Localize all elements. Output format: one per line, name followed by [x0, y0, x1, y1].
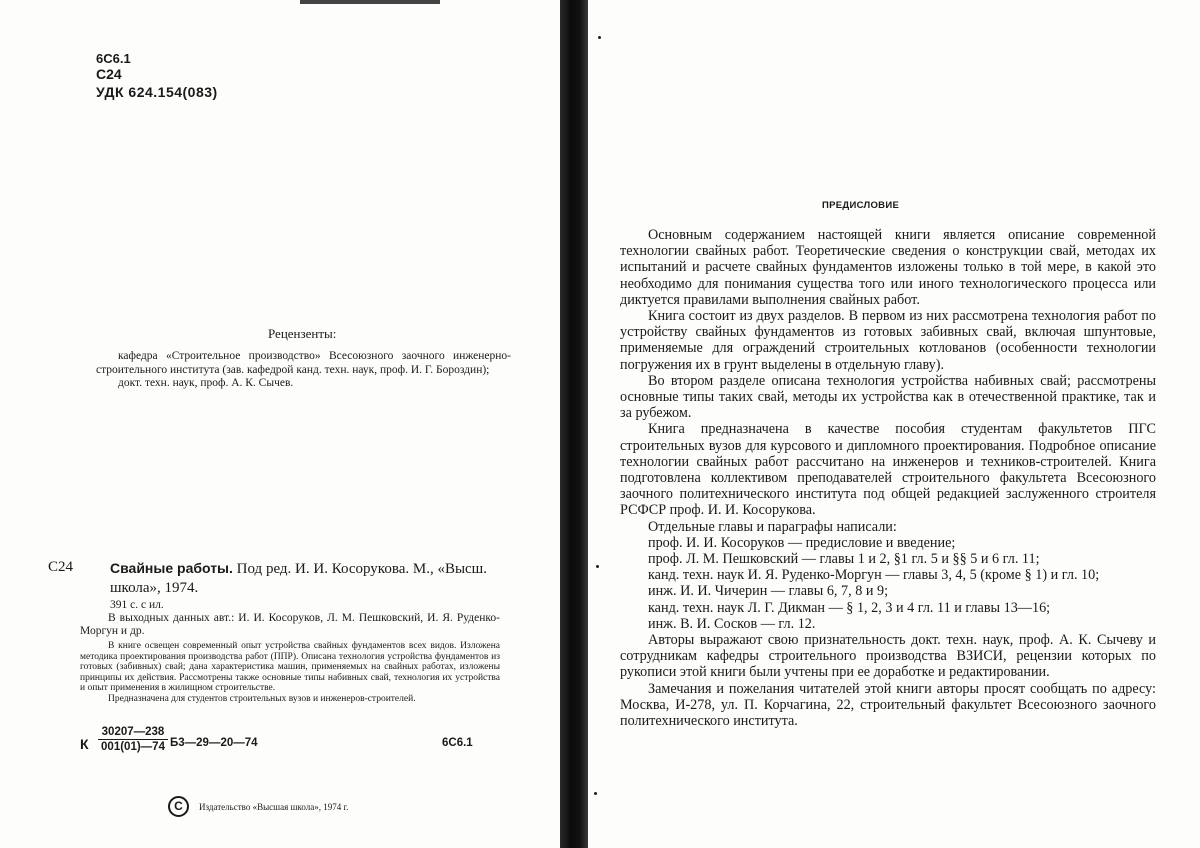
copyright-text: Издательство «Высшая школа», 1974 г.: [199, 801, 349, 812]
preface-paragraph: Во втором разделе описана технология устройства набивных свай; рассмотрены основные типы таких свай, методы их устройства как в отечественной практике, так и за рубежом.: [620, 372, 1156, 422]
bbk-code: 6С6.1: [442, 737, 473, 749]
reviewers-list: [96, 350, 511, 391]
catalog-card-index: С24: [48, 559, 74, 575]
scan-speck: [596, 565, 599, 568]
catalog-card-pages: 391 с. с ил.: [110, 599, 164, 611]
scan-artifact: [300, 0, 440, 4]
book-spine-shadow: [560, 0, 588, 848]
reviewer-entry: докт. техн. наук, проф. А. К. Сычев.: [118, 377, 294, 389]
description-paragraph: В книге освещен современный опыт устройства свайных фундаментов всех видов. Изложена методика проектирования производства работ (ППР). Описана технология устройства фундаментов из готовых (забивных) свай; дана характеристика машин, применяемых на свайных работах, изложены принципы их действия. Рассмотрены также основные типы набивных свай, технология их устройства и опыт применения в жилищном строительстве.: [80, 641, 500, 694]
bz-code: Б3—29—20—74: [170, 737, 258, 749]
colophon-authors: В выходных данных авт.: И. И. Косоруков, Л. М. Пешковский, И. Я. Руденко-Моргун и др.: [80, 612, 500, 637]
copyright-line: [168, 796, 348, 817]
scan-speck: [594, 792, 597, 795]
preface-paragraph: Основным содержанием настоящей книги является описание современной технологии свайных работ. Теоретические сведения о конструкции свай, методах их испытаний и расчете свайных фундаментов изложены только в той мере, в какой это необходимо для понимания существа того или иного технологического процесса или диктуется правилами выполнения свайных работ.: [620, 227, 1156, 308]
scan-speck: [598, 36, 601, 39]
fraction-numerator: 30207—238: [98, 726, 168, 740]
preface-paragraph: Отдельные главы и параграфы написали:: [648, 518, 897, 535]
contributor-entry: проф. Л. М. Пешковский — главы 1 и 2, §1 гл. 5 и §§ 5 и 6 гл. 11;: [648, 551, 1040, 568]
preface-title: ПРЕДИСЛОВИЕ: [822, 200, 900, 211]
fraction-denominator: 001(01)—74: [101, 741, 165, 753]
catalog-card-heading: [110, 559, 520, 598]
catalog-card-description: [80, 641, 500, 705]
right-page: [588, 0, 1200, 848]
contributor-entry: инж. В. И. Сосков — гл. 12.: [648, 615, 816, 632]
index-letter: К: [80, 736, 89, 752]
preface-paragraph: Авторы выражают свою признательность докт. техн. наук, проф. А. К. Сычеву и сотрудникам кафедры строительного производства ВЗИСИ, рецензии которых по рукописи этой книги были учтены при ее доработке и редактировании.: [620, 632, 1156, 681]
preface-paragraph: Книга состоит из двух разделов. В первом из них рассмотрена технология работ по устройству свайных фундаментов из готовых забивных свай, включая шпунтовые, применяемые для ограждений строительных котлованов (особенности технологии погружения их в грунт выделены в отдельную главу).: [620, 308, 1156, 373]
catalog-card-authors: [80, 612, 500, 638]
contributor-entry: инж. И. И. Чичерин — главы 6, 7, 8 и 9;: [648, 583, 889, 600]
preface-body: [620, 227, 1156, 729]
contributor-entry: канд. техн. наук Л. Г. Дикман — § 1, 2, 3 и 4 гл. 11 и главы 13—16;: [648, 599, 1051, 616]
cut-classification-line: 6С6.1: [96, 51, 131, 66]
contributor-entry: канд. техн. наук И. Я. Руденко-Моргун — главы 3, 4, 5 (кроме § 1) и гл. 10;: [648, 567, 1100, 584]
contributor-entry: проф. И. И. Косоруков — предисловие и введение;: [648, 534, 956, 551]
index-fraction: [98, 726, 168, 753]
catalog-card-imprint: Под ред. И. И. Косорукова. М., «Высш. школа», 1974.: [110, 561, 487, 596]
reviewer-entry: кафедра «Строительное производство» Всесоюзного заочного инженерно-строительного института (зав. кафедрой канд. техн. наук, проф. И. Г. Бороздин);: [96, 350, 511, 376]
preface-paragraph: Замечания и пожелания читателей этой книги авторы просят сообщать по адресу: Москва, И-278, ул. П. Корчагина, 22, строительный факультет Всесоюзного заочного политехнического института.: [620, 680, 1156, 730]
copyright-icon: C: [168, 796, 189, 817]
catalog-card-title: Свайные работы.: [110, 560, 233, 576]
udk-code: УДК 624.154(083): [96, 84, 218, 100]
left-page: [0, 0, 560, 848]
preface-paragraph: Книга предназначена в качестве пособия студентам факультетов ПГС строительных вузов для курсового и дипломного проектирования. Подробное описание технологии свайных работ рассчитано на инженеров и техников-строителей. Книга подготовлена коллективом преподавателей строительного факультета Всесоюзного заочного политехнического института под общей редакцией заслуженного строителя РСФСР проф. И. И. Косорукова.: [620, 421, 1156, 519]
reviewers-title: Рецензенты:: [268, 326, 337, 341]
description-paragraph: Предназначена для студентов строительных вузов и инженеров-строителей.: [108, 693, 416, 704]
classification-code: С24: [96, 66, 122, 82]
